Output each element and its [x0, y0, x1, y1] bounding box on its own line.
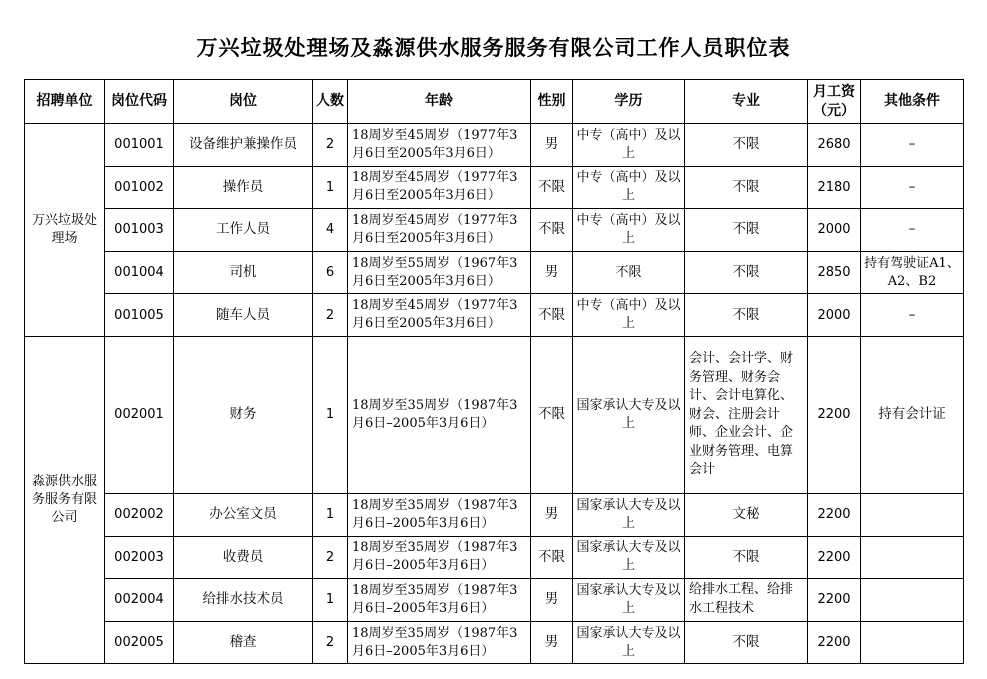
count-cell: 1	[313, 166, 348, 209]
other-cell: –	[861, 124, 964, 167]
header-major: 专业	[685, 80, 808, 124]
education-cell: 国家承认大专及以上	[573, 336, 685, 493]
major-cell: 不限	[685, 166, 808, 209]
header-salary: 月工资（元）	[808, 80, 861, 124]
count-cell: 2	[313, 621, 348, 664]
unit-cell: 淼源供水服务服务有限公司	[25, 336, 105, 663]
age-cell: 18周岁至35周岁（1987年3月6日–2005年3月6日）	[348, 336, 531, 493]
gender-cell: 男	[531, 579, 573, 622]
table-row	[25, 579, 964, 622]
education-cell: 不限	[573, 251, 685, 294]
major-cell: 不限	[685, 621, 808, 664]
age-cell: 18周岁至35周岁（1987年3月6日–2005年3月6日）	[348, 621, 531, 664]
post-cell: 司机	[174, 251, 313, 294]
post-cell: 稽查	[174, 621, 313, 664]
code-cell: 002002	[105, 493, 174, 536]
age-cell: 18周岁至45周岁（1977年3月6日至2005年3月6日）	[348, 124, 531, 167]
salary-cell: 2200	[808, 536, 861, 579]
post-cell: 收费员	[174, 536, 313, 579]
other-cell	[861, 621, 964, 664]
age-cell: 18周岁至35周岁（1987年3月6日–2005年3月6日）	[348, 493, 531, 536]
post-cell: 工作人员	[174, 209, 313, 252]
count-cell: 2	[313, 294, 348, 337]
post-cell: 给排水技术员	[174, 579, 313, 622]
table-row	[25, 621, 964, 664]
education-cell: 国家承认大专及以上	[573, 536, 685, 579]
age-cell: 18周岁至35周岁（1987年3月6日–2005年3月6日）	[348, 536, 531, 579]
table-row	[25, 124, 964, 167]
count-cell: 6	[313, 251, 348, 294]
code-cell: 002003	[105, 536, 174, 579]
post-cell: 办公室文员	[174, 493, 313, 536]
other-cell	[861, 579, 964, 622]
header-count: 人数	[313, 80, 348, 124]
gender-cell: 男	[531, 124, 573, 167]
code-cell: 002004	[105, 579, 174, 622]
position-table	[24, 79, 964, 664]
table-row	[25, 166, 964, 209]
age-cell: 18周岁至45周岁（1977年3月6日至2005年3月6日）	[348, 209, 531, 252]
header-education: 学历	[573, 80, 685, 124]
salary-cell: 2180	[808, 166, 861, 209]
gender-cell: 不限	[531, 166, 573, 209]
major-cell: 不限	[685, 536, 808, 579]
education-cell: 中专（高中）及以上	[573, 166, 685, 209]
post-cell: 操作员	[174, 166, 313, 209]
education-cell: 国家承认大专及以上	[573, 621, 685, 664]
count-cell: 1	[313, 493, 348, 536]
count-cell: 2	[313, 536, 348, 579]
age-cell: 18周岁至45周岁（1977年3月6日至2005年3月6日）	[348, 294, 531, 337]
education-cell: 中专（高中）及以上	[573, 294, 685, 337]
table-row	[25, 294, 964, 337]
salary-cell: 2200	[808, 579, 861, 622]
education-cell: 中专（高中）及以上	[573, 209, 685, 252]
gender-cell: 不限	[531, 294, 573, 337]
gender-cell: 男	[531, 493, 573, 536]
other-cell: –	[861, 166, 964, 209]
code-cell: 001004	[105, 251, 174, 294]
post-cell: 随车人员	[174, 294, 313, 337]
gender-cell: 男	[531, 621, 573, 664]
count-cell: 2	[313, 124, 348, 167]
header-unit: 招聘单位	[25, 80, 105, 124]
post-cell: 财务	[174, 336, 313, 493]
code-cell: 002001	[105, 336, 174, 493]
major-cell: 会计、会计学、财务管理、财务会计、会计电算化、财会、注册会计师、企业会计、企业财务管理、电算会计	[685, 336, 808, 493]
table-row	[25, 536, 964, 579]
age-cell: 18周岁至55周岁（1967年3月6日至2005年3月6日）	[348, 251, 531, 294]
other-cell: 持有会计证	[861, 336, 964, 493]
unit-cell: 万兴垃圾处理场	[25, 124, 105, 337]
gender-cell: 男	[531, 251, 573, 294]
gender-cell: 不限	[531, 536, 573, 579]
page-title: 万兴垃圾处理场及淼源供水服务服务有限公司工作人员职位表	[196, 35, 791, 60]
header-other: 其他条件	[861, 80, 964, 124]
education-cell: 中专（高中）及以上	[573, 124, 685, 167]
header-row	[25, 80, 964, 124]
code-cell: 001005	[105, 294, 174, 337]
table-row	[25, 336, 964, 493]
post-cell: 设备维护兼操作员	[174, 124, 313, 167]
header-gender: 性别	[531, 80, 573, 124]
salary-cell: 2680	[808, 124, 861, 167]
count-cell: 1	[313, 336, 348, 493]
major-cell: 不限	[685, 124, 808, 167]
salary-cell: 2200	[808, 336, 861, 493]
gender-cell: 不限	[531, 209, 573, 252]
major-cell: 给排水工程、给排水工程技术	[685, 579, 808, 622]
code-cell: 001002	[105, 166, 174, 209]
table-row	[25, 209, 964, 252]
major-cell: 不限	[685, 294, 808, 337]
major-cell: 不限	[685, 251, 808, 294]
age-cell: 18周岁至45周岁（1977年3月6日至2005年3月6日）	[348, 166, 531, 209]
header-age: 年龄	[348, 80, 531, 124]
major-cell: 不限	[685, 209, 808, 252]
salary-cell: 2200	[808, 621, 861, 664]
other-cell	[861, 536, 964, 579]
other-cell	[861, 493, 964, 536]
education-cell: 国家承认大专及以上	[573, 579, 685, 622]
table-row	[25, 251, 964, 294]
header-code: 岗位代码	[105, 80, 174, 124]
gender-cell: 不限	[531, 336, 573, 493]
header-post: 岗位	[174, 80, 313, 124]
table-row	[25, 493, 964, 536]
salary-cell: 2200	[808, 493, 861, 536]
other-cell: –	[861, 209, 964, 252]
salary-cell: 2000	[808, 209, 861, 252]
count-cell: 4	[313, 209, 348, 252]
other-cell: –	[861, 294, 964, 337]
major-cell: 文秘	[685, 493, 808, 536]
education-cell: 国家承认大专及以上	[573, 493, 685, 536]
age-cell: 18周岁至35周岁（1987年3月6日–2005年3月6日）	[348, 579, 531, 622]
salary-cell: 2000	[808, 294, 861, 337]
other-cell: 持有驾驶证A1、A2、B2	[861, 251, 964, 294]
salary-cell: 2850	[808, 251, 861, 294]
count-cell: 1	[313, 579, 348, 622]
code-cell: 001003	[105, 209, 174, 252]
code-cell: 001001	[105, 124, 174, 167]
code-cell: 002005	[105, 621, 174, 664]
